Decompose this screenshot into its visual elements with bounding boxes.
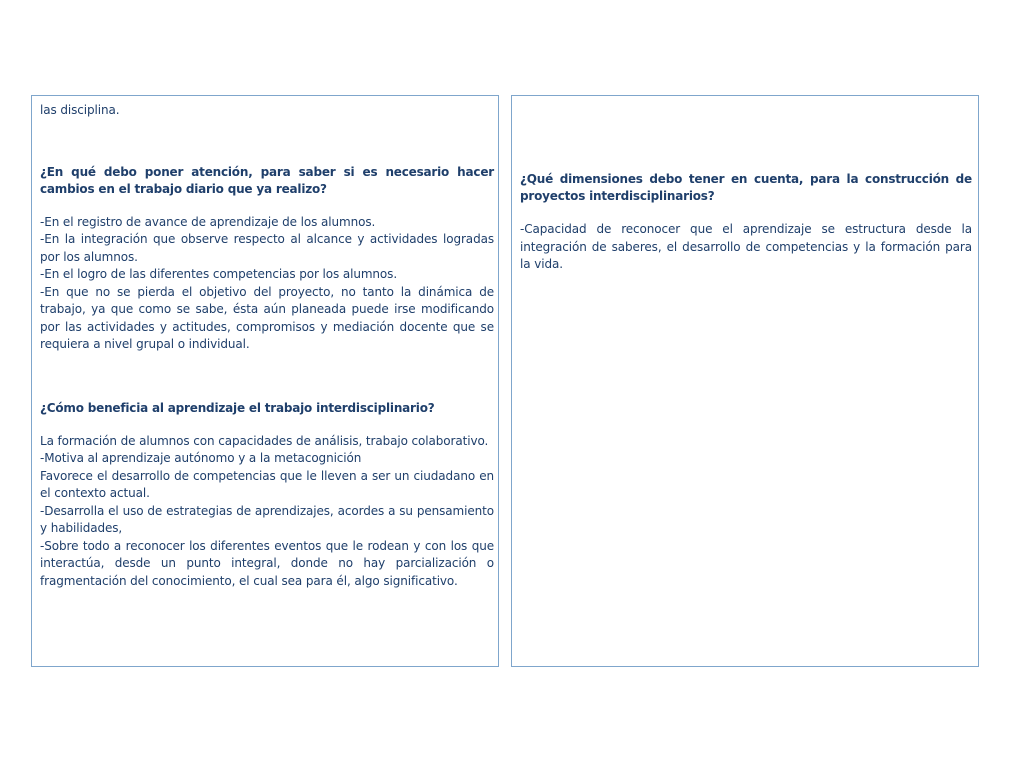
right-panel: [511, 95, 979, 667]
question-attention: ¿En qué debo poner atención, para saber si es necesario hacer cambios en el trabajo diario que ya realizo?: [40, 164, 494, 196]
answer-attention: [40, 214, 494, 354]
answer-line: Favorece el desarrollo de competencias que le lleven a ser un ciudadano en el contexto actual.: [40, 468, 494, 500]
left-panel: [31, 95, 499, 667]
question-benefit: ¿Cómo beneficia al aprendizaje el trabajo interdisciplinario?: [40, 400, 435, 415]
answer-line: -En el logro de las diferentes competencias por los alumnos.: [40, 267, 398, 281]
answer-line: -En el registro de avance de aprendizaje de los alumnos.: [40, 214, 376, 229]
answer-dimensions: -Capacidad de reconocer que el aprendizaje se estructura desde la integración de saberes, el desarrollo de competencias y la formación para la vida.: [520, 222, 972, 271]
answer-line: La formación de alumnos con capacidades de análisis, trabajo colaborativo.: [40, 433, 489, 448]
intro-text: las disciplina.: [40, 103, 120, 117]
answer-line: -En que no se pierda el objetivo del proyecto, no tanto la dinámica de trabajo, ya que como se sabe, ésta aún planeada puede irse modificando por las actividades y actitudes, compromisos y mediación docente que se requiera a nivel grupal o individual.: [40, 284, 494, 351]
spacer: [40, 417, 494, 433]
spacer: [40, 198, 494, 214]
answer-benefit: [40, 433, 494, 591]
answer-line: -En la integración que observe respecto al alcance y actividades logradas por los alumnos.: [40, 232, 494, 264]
spacer: [520, 102, 972, 171]
answer-line: -Motiva al aprendizaje autónomo y a la metacognición: [40, 451, 362, 465]
spacer: [40, 354, 494, 400]
question-dimensions: ¿Qué dimensiones debo tener en cuenta, para la construcción de proyectos interdisciplinarios?: [520, 172, 972, 203]
spacer: [520, 205, 972, 221]
answer-line: -Sobre todo a reconocer los diferentes eventos que le rodean y con los que interactúa, desde un punto integral, donde no hay parcialización o fragmentación del conocimiento, el cual sea para él, algo significativo.: [40, 538, 494, 588]
spacer: [40, 120, 494, 164]
answer-line: -Desarrolla el uso de estrategias de aprendizajes, acordes a su pensamiento y habilidades,: [40, 503, 494, 535]
